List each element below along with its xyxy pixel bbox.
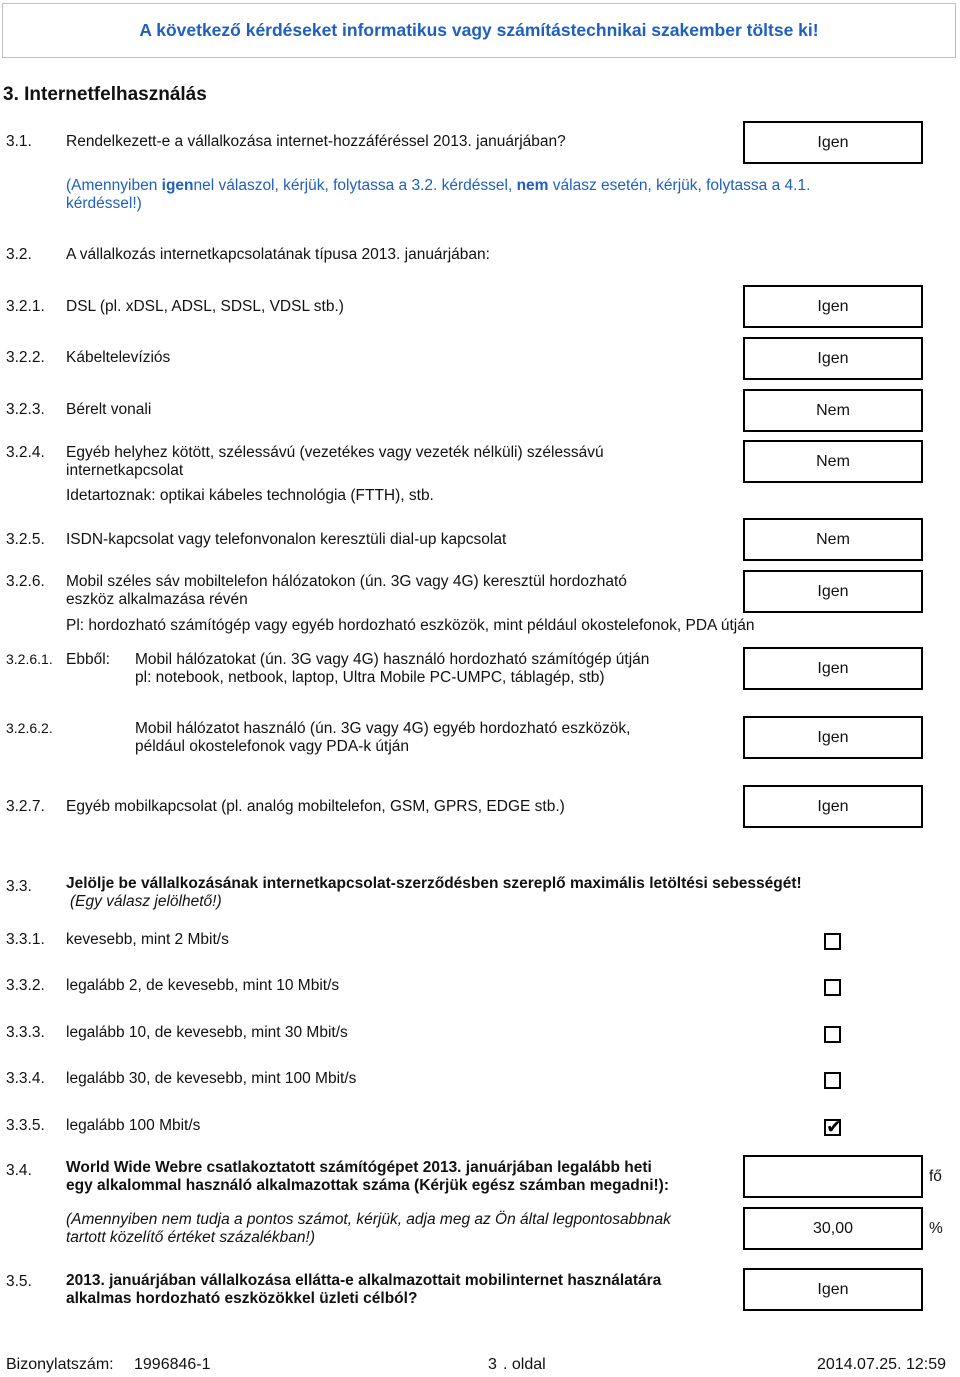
q3-2-6-1-answer-box[interactable] bbox=[743, 647, 923, 690]
q3-2-4-answer: Nem bbox=[816, 452, 850, 470]
q3-2-1-text: DSL (pl. xDSL, ADSL, SDSL, VDSL stb.) bbox=[66, 298, 344, 315]
q3-4-unit-fo: fő bbox=[929, 1168, 942, 1185]
q3-4-unit-percent: % bbox=[929, 1220, 943, 1237]
q3-2-7-text: Egyéb mobilkapcsolat (pl. analóg mobiltelefon, GSM, GPRS, EDGE stb.) bbox=[66, 798, 565, 815]
q3-5-answer: Igen bbox=[817, 1280, 849, 1298]
q3-4-text-2: egy alkalommal használó alkalmazottak száma (Kérjük egész számban megadni!): bbox=[66, 1177, 669, 1194]
q3-2-7-answer: Igen bbox=[817, 797, 849, 815]
q3-2-number: 3.2. bbox=[6, 246, 32, 263]
note-part: nel válaszol, kérjük, folytassa a 3.2. kérdéssel, bbox=[193, 177, 517, 194]
q3-2-1-number: 3.2.1. bbox=[6, 298, 45, 315]
q3-3-1-number: 3.3.1. bbox=[6, 931, 45, 948]
q3-2-5-answer-box[interactable] bbox=[743, 518, 923, 561]
section-title: 3. Internetfelhasználás bbox=[3, 84, 207, 105]
q3-1-answer-box[interactable] bbox=[743, 121, 923, 164]
note-nem: nem bbox=[516, 177, 549, 194]
q3-5-number: 3.5. bbox=[6, 1273, 32, 1290]
q3-4-text-1: World Wide Webre csatlakoztatott számítógépet 2013. januárjában legalább heti bbox=[66, 1159, 652, 1176]
q3-2-5-number: 3.2.5. bbox=[6, 531, 45, 548]
q3-2-6-text-2: eszköz alkalmazása révén bbox=[66, 591, 248, 608]
footer-cert-label: Bizonylatszám: bbox=[6, 1356, 114, 1373]
q3-4-percent-value: 30,00 bbox=[812, 1219, 854, 1237]
q3-4-note-1: (Amennyiben nem tudja a pontos számot, kérjük, adja meg az Ön által legpontosabbnak bbox=[66, 1211, 671, 1228]
q3-2-text: A vállalkozás internetkapcsolatának típusa 2013. januárjában: bbox=[66, 246, 490, 263]
q3-4-employee-count-box[interactable] bbox=[743, 1155, 923, 1198]
q3-2-4-answer-box[interactable] bbox=[743, 440, 923, 483]
q3-3-5-number: 3.3.5. bbox=[6, 1117, 45, 1134]
q3-3-4-text: legalább 30, de kevesebb, mint 100 Mbit/s bbox=[66, 1070, 357, 1087]
q3-2-6-1-prefix: Ebből: bbox=[66, 651, 110, 668]
q3-5-text-2: alkalmas hordozható eszközökkel üzleti célból? bbox=[66, 1290, 418, 1307]
q3-2-3-number: 3.2.3. bbox=[6, 401, 45, 418]
q3-3-2-text: legalább 2, de kevesebb, mint 10 Mbit/s bbox=[66, 977, 340, 994]
q3-2-6-1-number: 3.2.6.1. bbox=[6, 651, 53, 667]
q3-2-2-answer-box[interactable] bbox=[743, 337, 923, 380]
q3-2-2-text: Kábeltelevíziós bbox=[66, 349, 171, 366]
q3-3-5-checkbox[interactable] bbox=[824, 1119, 841, 1136]
note-part: válasz esetén, kérjük, folytassa a 4.1. bbox=[548, 177, 811, 194]
q3-3-3-number: 3.3.3. bbox=[6, 1024, 45, 1041]
instruction-banner bbox=[2, 3, 956, 58]
q3-2-4-text-1: Egyéb helyhez kötött, szélessávú (vezetékes vagy vezeték nélküli) szélessávú bbox=[66, 444, 604, 461]
q3-4-note-2: tartott közelítő értéket százalékban!) bbox=[66, 1229, 315, 1246]
q3-2-4-text-2: internetkapcsolat bbox=[66, 462, 184, 479]
q3-1-note bbox=[66, 177, 810, 195]
q3-2-3-text: Bérelt vonali bbox=[66, 401, 152, 418]
q3-3-5-text: legalább 100 Mbit/s bbox=[66, 1117, 201, 1134]
q3-2-6-2-number: 3.2.6.2. bbox=[6, 720, 53, 736]
q3-3-2-number: 3.3.2. bbox=[6, 977, 45, 994]
q3-2-6-text-1: Mobil széles sáv mobiltelefon hálózatokon (ún. 3G vagy 4G) keresztül hordozható bbox=[66, 573, 627, 590]
footer-page-label: . oldal bbox=[503, 1356, 546, 1373]
q3-5-answer-box[interactable] bbox=[743, 1268, 923, 1311]
q3-3-text: Jelölje be vállalkozásának internetkapcsolat-szerződésben szereplő maximális letöltési sebességét! bbox=[66, 875, 802, 892]
q3-3-2-checkbox[interactable] bbox=[824, 979, 841, 996]
q3-2-6-2-answer: Igen bbox=[817, 728, 849, 746]
q3-3-4-number: 3.3.4. bbox=[6, 1070, 45, 1087]
q3-2-6-2-text-1: Mobil hálózatot használó (ún. 3G vagy 4G) egyéb hordozható eszközök, bbox=[135, 720, 631, 737]
q3-2-1-answer: Igen bbox=[817, 297, 849, 315]
q3-3-number: 3.3. bbox=[6, 878, 32, 895]
q3-4-number: 3.4. bbox=[6, 1162, 32, 1179]
footer-cert-number: 1996846-1 bbox=[134, 1356, 211, 1373]
q3-2-6-text-3: Pl: hordozható számítógép vagy egyéb hordozható eszközök, mint például okostelefonok, PDA útján bbox=[66, 617, 755, 634]
q3-2-7-number: 3.2.7. bbox=[6, 798, 45, 815]
q3-2-4-text-3: Idetartoznak: optikai kábeles technológia (FTTH), stb. bbox=[66, 487, 434, 504]
q3-1-text: Rendelkezett-e a vállalkozása internet-hozzáféréssel 2013. januárjában? bbox=[66, 133, 566, 150]
q3-3-3-checkbox[interactable] bbox=[824, 1026, 841, 1043]
banner-text: A következő kérdéseket informatikus vagy számítástechnikai szakember töltse ki! bbox=[139, 20, 819, 40]
q3-2-3-answer: Nem bbox=[816, 401, 850, 419]
q3-2-6-2-answer-box[interactable] bbox=[743, 716, 923, 759]
q3-2-6-1-answer: Igen bbox=[817, 659, 849, 677]
note-igen: igen bbox=[161, 177, 194, 194]
q3-3-subtext: (Egy válasz jelölhető!) bbox=[70, 893, 222, 910]
q3-2-5-text: ISDN-kapcsolat vagy telefonvonalon keresztüli dial-up kapcsolat bbox=[66, 531, 507, 548]
q3-2-7-answer-box[interactable] bbox=[743, 785, 923, 828]
footer-page-number: 3 bbox=[488, 1356, 497, 1373]
q3-2-3-answer-box[interactable] bbox=[743, 389, 923, 432]
q3-3-1-checkbox[interactable] bbox=[824, 933, 841, 950]
q3-2-5-answer: Nem bbox=[816, 530, 850, 548]
q3-2-6-number: 3.2.6. bbox=[6, 573, 45, 590]
footer-datetime: 2014.07.25. 12:59 bbox=[817, 1356, 947, 1373]
q3-2-6-answer: Igen bbox=[817, 582, 849, 600]
q3-2-2-number: 3.2.2. bbox=[6, 349, 45, 366]
q3-2-4-number: 3.2.4. bbox=[6, 444, 45, 461]
q3-2-2-answer: Igen bbox=[817, 349, 849, 367]
q3-3-3-text: legalább 10, de kevesebb, mint 30 Mbit/s bbox=[66, 1024, 348, 1041]
q3-2-6-1-text-1: Mobil hálózatokat (ún. 3G vagy 4G) használó hordozható számítógép útján bbox=[135, 651, 650, 668]
note-part: (Amennyiben bbox=[66, 177, 162, 194]
q3-5-text-1: 2013. januárjában vállalkozása ellátta-e alkalmazottait mobilinternet használatára bbox=[66, 1272, 662, 1289]
q3-1-note-end: kérdéssel!) bbox=[66, 195, 142, 212]
q3-2-6-1-text-2: pl: notebook, netbook, laptop, Ultra Mobile PC-UMPC, táblagép, stb) bbox=[135, 669, 605, 686]
q3-3-1-text: kevesebb, mint 2 Mbit/s bbox=[66, 931, 229, 948]
q3-4-percent-box[interactable] bbox=[743, 1207, 923, 1250]
q3-1-number: 3.1. bbox=[6, 133, 32, 150]
q3-1-answer: Igen bbox=[817, 133, 849, 151]
q3-2-6-answer-box[interactable] bbox=[743, 570, 923, 613]
q3-2-6-2-text-2: például okostelefonok vagy PDA-k útján bbox=[135, 738, 409, 755]
q3-3-4-checkbox[interactable] bbox=[824, 1072, 841, 1089]
q3-2-1-answer-box[interactable] bbox=[743, 285, 923, 328]
